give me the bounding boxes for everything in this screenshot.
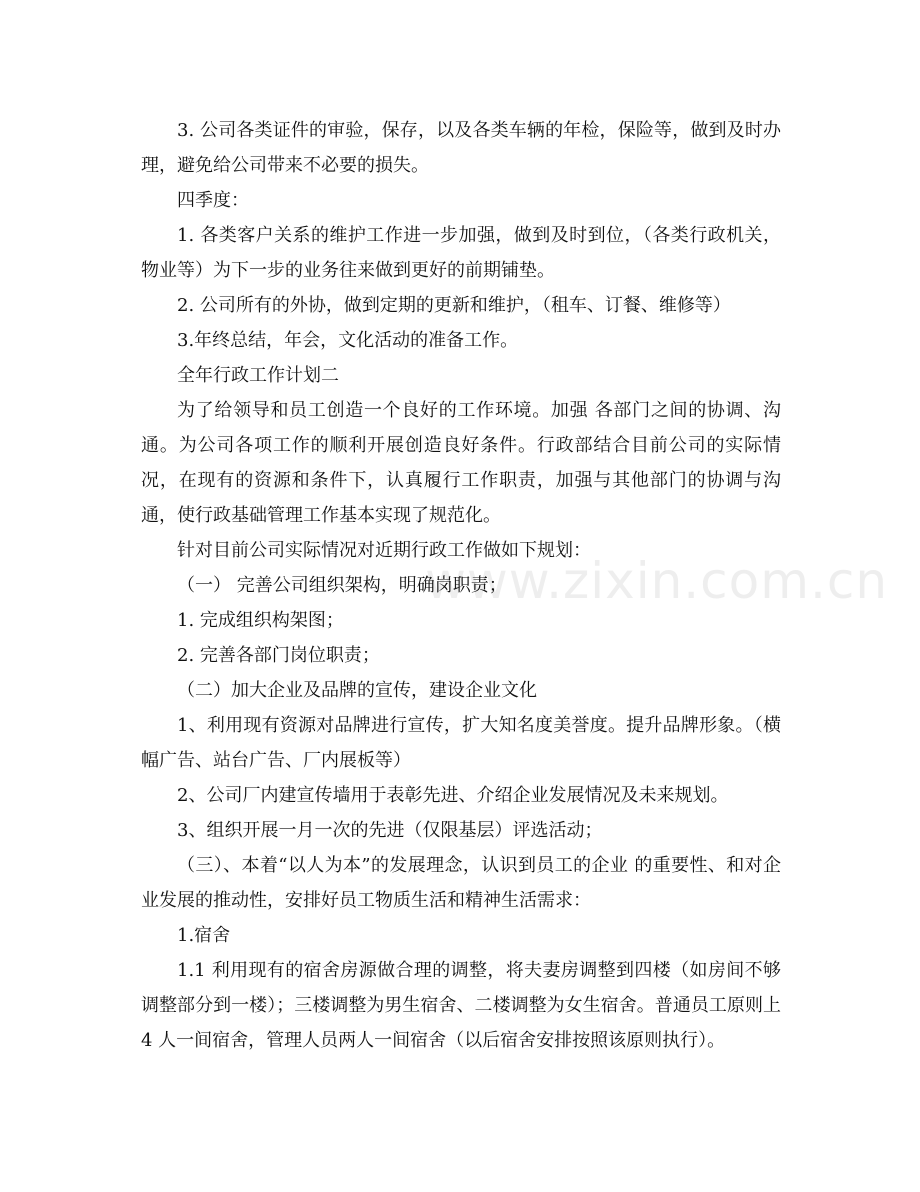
- paragraph: 为了给领导和员工创造一个良好的工作环境。加强 各部门之间的协调、沟通。为公司各项工作的顺利开展创造良好条件。行政部结合目前公司的实际情况，在现有的资源和条件下，认真履行工作职责，加强与其他部门的协调与沟通，使行政基础管理工作基本实现了规范化。: [141, 400, 781, 526]
- list-item: 1、利用现有资源对品牌进行宣传，扩大知名度美誉度。提升品牌形象。（横幅广告、站台广告、厂内展板等）: [141, 715, 781, 771]
- list-item: 3、组织开展一月一次的先进（仅限基层）评选活动；: [177, 820, 603, 841]
- document-body: [141, 113, 781, 1058]
- section-title: 全年行政工作计划二: [177, 365, 339, 386]
- list-item: 2、公司厂内建宣传墙用于表彰先进、介绍企业发展情况及未来规划。: [177, 785, 729, 806]
- list-item: 1.宿舍: [177, 925, 231, 946]
- list-item: 1.1 利用现有的宿舍房源做合理的调整，将夫妻房调整到四楼（如房间不够调整部分到一楼）；三楼调整为男生宿舍、二楼调整为女生宿舍。普通员工原则上 4 人一间宿舍，管理人员两人一间宿舍（以后宿舍安排按照该原则执行）。: [141, 960, 781, 1051]
- list-item: 2. 完善各部门岗位职责；: [177, 645, 380, 666]
- paragraph: 2. 公司所有的外协，做到定期的更新和维护，（租车、订餐、维修等）: [177, 295, 731, 316]
- paragraph: 3. 公司各类证件的审验，保存，以及各类车辆的年检，保险等，做到及时办理，避免给公司带来不必要的损失。: [141, 120, 781, 176]
- paragraph: 针对目前公司实际情况对近期行政工作做如下规划：: [177, 540, 591, 561]
- subsection-heading: （三）、本着“以人为本”的发展理念，认识到员工的企业 的重要性、和对企业发展的推动性，安排好员工物质生活和精神生活需求：: [141, 855, 781, 911]
- paragraph: 1. 各类客户关系的维护工作进一步加强，做到及时到位，（各类行政机关，物业等）为下一步的业务往来做到更好的前期铺垫。: [141, 225, 781, 281]
- watermark: www.zixin.com.cn: [425, 552, 889, 610]
- subsection-heading: （一） 完善公司组织架构，明确岗职责；: [177, 575, 507, 596]
- section-heading: 四季度：: [177, 190, 249, 211]
- subsection-heading: （二）加大企业及品牌的宣传，建设企业文化: [177, 680, 537, 701]
- paragraph: 3.年终总结，年会，文化活动的准备工作。: [177, 330, 519, 351]
- list-item: 1. 完成组织构架图；: [177, 610, 344, 631]
